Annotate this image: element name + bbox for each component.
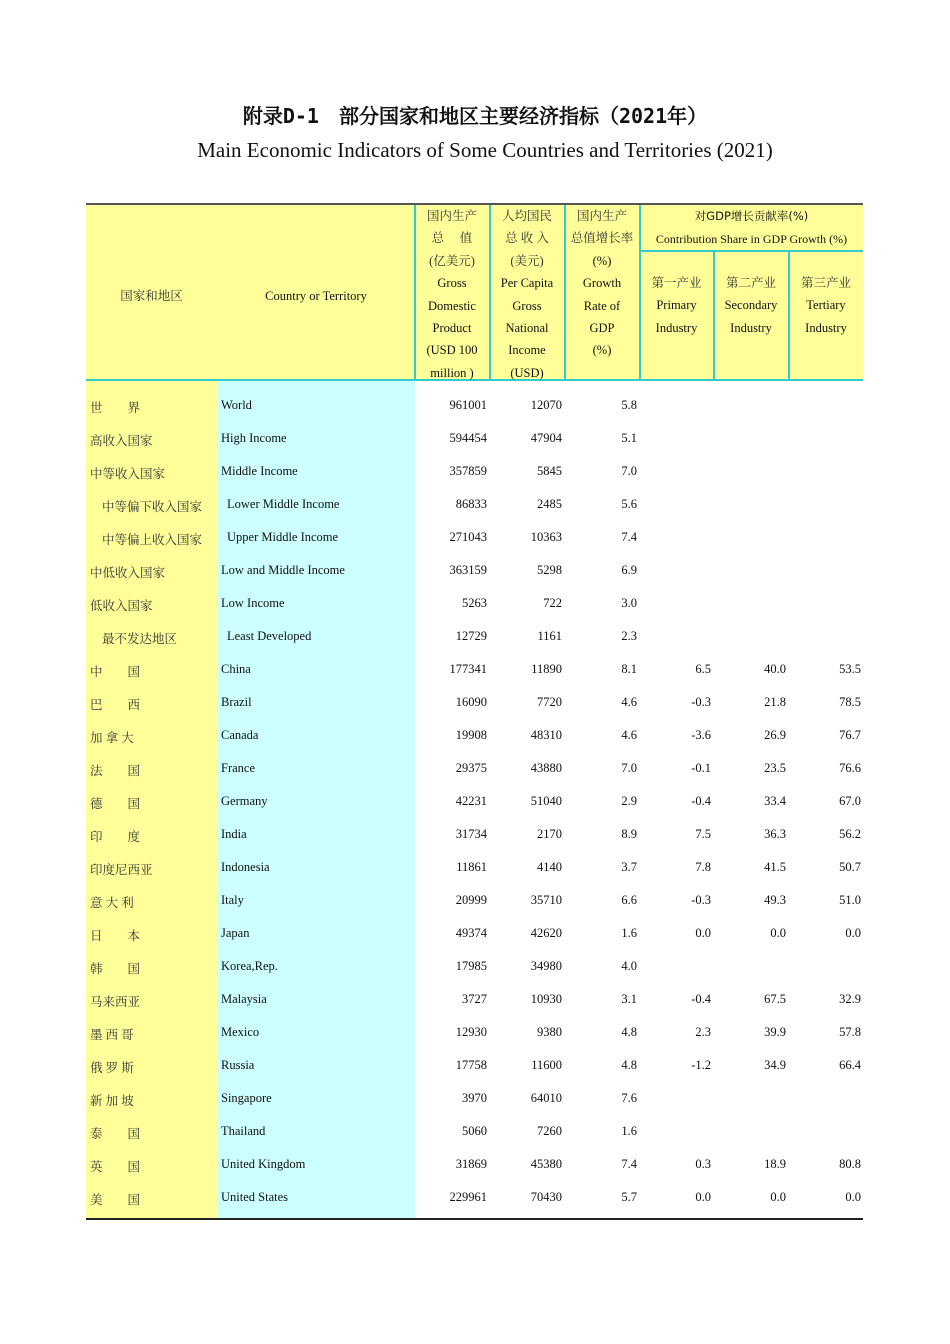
header-contrib-en: Contribution Share in GDP Growth (%) <box>655 232 848 246</box>
cell-gni: 42620 <box>530 926 562 940</box>
cell-growth: 1.6 <box>621 1124 637 1138</box>
row-cn-name: 中 国 <box>90 665 141 679</box>
header-contrib-cn: 对GDP增长贡献率(%) <box>694 209 809 223</box>
table-row <box>86 521 863 554</box>
cell-gni: 51040 <box>530 794 562 808</box>
row-en-name: China <box>221 662 251 676</box>
cell-p2: 34.9 <box>764 1058 786 1072</box>
cell-p2: 36.3 <box>764 827 786 841</box>
cell-growth: 4.6 <box>621 695 637 709</box>
row-en-name: Low Income <box>221 596 285 610</box>
header-growth-line: Growth <box>582 276 622 291</box>
cell-p1: -1.2 <box>691 1058 711 1072</box>
cell-p2: 23.5 <box>764 761 786 775</box>
cell-gni: 34980 <box>530 959 562 973</box>
table-row <box>86 785 863 818</box>
cell-p3: 32.9 <box>839 992 861 1006</box>
cell-gdp: 3970 <box>462 1091 487 1105</box>
table-row <box>86 1181 863 1214</box>
cell-gni: 4140 <box>537 860 562 874</box>
header-tertiary-line: Industry <box>805 320 847 335</box>
row-cn-name: 最不发达地区 <box>102 632 178 646</box>
header-gni-line: (美元) <box>510 253 544 268</box>
page-subtitle: Main Economic Indicators of Some Countries and Territories (2021) <box>197 138 773 162</box>
row-en-name: Thailand <box>221 1124 266 1138</box>
cell-p1: -0.4 <box>691 794 711 808</box>
cell-gdp: 16090 <box>455 695 487 709</box>
table-row <box>86 422 863 455</box>
cell-p3: 67.0 <box>839 794 861 808</box>
header-gdp-line: Gross <box>437 276 467 291</box>
cell-gni: 11600 <box>531 1058 562 1072</box>
cell-p1: 7.8 <box>695 860 711 874</box>
cell-growth: 6.9 <box>621 563 637 577</box>
cell-gni: 11890 <box>531 662 562 676</box>
cell-gdp: 17985 <box>455 959 487 973</box>
header-growth-line: (%) <box>592 253 612 268</box>
cell-gni: 12070 <box>530 398 562 412</box>
table-row <box>86 752 863 785</box>
cell-gdp: 20999 <box>455 893 487 907</box>
table-row <box>86 917 863 950</box>
table-row <box>86 1148 863 1181</box>
table-row <box>86 653 863 686</box>
cell-growth: 1.6 <box>621 926 637 940</box>
cell-gni: 43880 <box>530 761 562 775</box>
row-cn-name: 意 大 利 <box>90 896 134 910</box>
cell-gdp: 12729 <box>455 629 487 643</box>
cell-gni: 45380 <box>530 1157 562 1171</box>
cell-gdp: 363159 <box>449 563 487 577</box>
row-en-name: Indonesia <box>221 860 270 874</box>
row-en-name: India <box>221 827 247 841</box>
cell-growth: 6.6 <box>621 893 637 907</box>
cell-gdp: 17758 <box>455 1058 487 1072</box>
cell-gni: 47904 <box>530 431 562 445</box>
cell-growth: 2.3 <box>621 629 637 643</box>
row-cn-name: 美 国 <box>90 1193 141 1207</box>
cell-p3: 50.7 <box>839 860 861 874</box>
header-growth-line: (%) <box>592 343 612 358</box>
cell-gdp: 229961 <box>449 1190 487 1204</box>
row-en-name: Upper Middle Income <box>227 530 339 544</box>
cell-gdp: 177341 <box>449 662 487 676</box>
header-gni-line: National <box>505 321 549 335</box>
table-row <box>86 554 863 587</box>
table-row <box>86 1016 863 1049</box>
row-cn-name: 俄 罗 斯 <box>90 1061 134 1075</box>
cell-growth: 7.4 <box>621 530 637 544</box>
header-primary-line: Industry <box>655 320 698 335</box>
row-cn-name: 印度尼西亚 <box>90 863 153 877</box>
cell-gdp: 29375 <box>455 761 487 775</box>
header-gni-line: Gross <box>512 298 542 313</box>
table-row <box>86 1049 863 1082</box>
cell-growth: 4.6 <box>621 728 637 742</box>
cell-p3: 51.0 <box>839 893 861 907</box>
page-title: 附录D-1 部分国家和地区主要经济指标（2021年） <box>242 104 708 128</box>
cell-gni: 2485 <box>537 497 562 511</box>
cell-p1: 7.5 <box>695 827 711 841</box>
cell-gni: 70430 <box>530 1190 562 1204</box>
row-en-name: Singapore <box>221 1091 272 1105</box>
cell-gni: 35710 <box>530 893 562 907</box>
cell-p1: -3.6 <box>691 728 711 742</box>
row-en-name: Lower Middle Income <box>227 497 340 511</box>
cell-p1: -0.4 <box>691 992 711 1006</box>
row-en-name: Canada <box>221 728 259 742</box>
cell-gni: 64010 <box>530 1091 562 1105</box>
cell-p3: 76.6 <box>839 761 861 775</box>
cell-p1: 6.5 <box>695 662 711 676</box>
row-cn-name: 新 加 坡 <box>90 1094 134 1108</box>
cell-p3: 53.5 <box>839 662 861 676</box>
table-row <box>86 1082 863 1115</box>
cell-p2: 40.0 <box>764 662 786 676</box>
cell-p1: 0.0 <box>695 926 711 940</box>
cell-gdp: 42231 <box>455 794 487 808</box>
cell-gni: 7260 <box>537 1124 562 1138</box>
cell-p2: 49.3 <box>764 893 786 907</box>
header-gdp-line: (亿美元) <box>429 253 475 268</box>
cell-p3: 56.2 <box>839 827 861 841</box>
table-row <box>86 983 863 1016</box>
header-gdp-line: million ) <box>430 365 474 380</box>
cell-growth: 7.6 <box>621 1091 637 1105</box>
header-growth-line: 总值增长率 <box>570 231 634 246</box>
header-cn-region: 国家和地区 <box>120 289 183 303</box>
cell-p3: 80.8 <box>839 1157 861 1171</box>
cell-p2: 39.9 <box>764 1025 786 1039</box>
header-primary-line: 第一产业 <box>651 276 702 290</box>
cell-growth: 2.9 <box>621 794 637 808</box>
header-growth-line: 国内生产 <box>576 209 627 223</box>
cell-p2: 18.9 <box>764 1157 786 1171</box>
header-secondary-line: 第二产业 <box>725 276 776 290</box>
cell-p1: -0.1 <box>691 761 711 775</box>
row-cn-name: 泰 国 <box>90 1127 141 1141</box>
table-row <box>86 884 863 917</box>
row-en-name: United States <box>221 1190 289 1204</box>
row-cn-name: 马来西亚 <box>90 995 141 1009</box>
header-gdp-line: 国内生产 <box>426 209 477 223</box>
cell-gdp: 11861 <box>456 860 487 874</box>
row-en-name: Middle Income <box>221 464 298 478</box>
cell-gdp: 31869 <box>455 1157 487 1171</box>
cell-gdp: 357859 <box>449 464 487 478</box>
cell-p1: -0.3 <box>691 893 711 907</box>
table-row <box>86 587 863 620</box>
cell-gdp: 12930 <box>455 1025 487 1039</box>
row-cn-name: 墨 西 哥 <box>90 1028 134 1042</box>
row-en-name: Least Developed <box>227 629 312 643</box>
table-row <box>86 620 863 653</box>
cell-gni: 1161 <box>537 629 562 643</box>
row-cn-name: 低收入国家 <box>90 599 153 613</box>
row-cn-name: 法 国 <box>90 764 141 778</box>
cell-gni: 10930 <box>530 992 562 1006</box>
table-header <box>86 203 863 381</box>
cell-growth: 4.8 <box>621 1025 637 1039</box>
cell-p2: 41.5 <box>764 860 786 874</box>
cell-p2: 0.0 <box>770 926 786 940</box>
row-cn-name: 德 国 <box>90 797 141 811</box>
table-row <box>86 1115 863 1148</box>
cell-p2: 67.5 <box>764 992 786 1006</box>
cell-growth: 3.0 <box>621 596 637 610</box>
cell-gni: 10363 <box>530 530 562 544</box>
cell-p3: 0.0 <box>845 926 861 940</box>
header-gdp-line: Product <box>432 321 472 335</box>
cell-p2: 33.4 <box>764 794 786 808</box>
cell-growth: 7.0 <box>621 761 637 775</box>
row-en-name: United Kingdom <box>221 1157 306 1171</box>
cell-growth: 3.7 <box>621 860 637 874</box>
header-gni-line: 人均国民 <box>501 209 552 223</box>
row-cn-name: 加 拿 大 <box>90 731 134 745</box>
cell-p3: 78.5 <box>839 695 861 709</box>
header-gdp-line: (USD 100 <box>426 343 478 358</box>
row-cn-name: 高收入国家 <box>90 434 153 448</box>
cell-gni: 722 <box>543 596 562 610</box>
table-row <box>86 818 863 851</box>
cell-p1: -0.3 <box>691 695 711 709</box>
header-gni-line: Income <box>508 343 546 358</box>
row-cn-name: 韩 国 <box>90 962 141 976</box>
cell-growth: 5.1 <box>621 431 637 445</box>
cell-p1: 0.3 <box>695 1157 711 1171</box>
row-cn-name: 印 度 <box>90 830 141 844</box>
cell-growth: 7.4 <box>621 1157 637 1171</box>
table-bottom-rule <box>86 1218 863 1220</box>
cell-gni: 5298 <box>537 563 562 577</box>
cell-growth: 5.7 <box>621 1190 637 1204</box>
header-secondary-line: Secondary <box>724 298 778 313</box>
cell-gni: 48310 <box>530 728 562 742</box>
cell-gni: 5845 <box>537 464 562 478</box>
row-en-name: Germany <box>221 794 268 808</box>
cell-gni: 7720 <box>537 695 562 709</box>
cell-growth: 4.8 <box>621 1058 637 1072</box>
row-en-name: Korea,Rep. <box>221 959 278 973</box>
header-tertiary-line: Tertiary <box>806 298 846 313</box>
table-row <box>86 488 863 521</box>
header-gdp-line: Domestic <box>428 298 476 313</box>
cell-gdp: 271043 <box>449 530 487 544</box>
header-secondary-line: Industry <box>730 320 772 335</box>
table-row <box>86 389 863 422</box>
cell-gdp: 594454 <box>449 431 487 445</box>
cell-growth: 5.8 <box>621 398 637 412</box>
cell-p1: 2.3 <box>695 1025 711 1039</box>
row-cn-name: 中低收入国家 <box>90 566 166 580</box>
row-en-name: Low and Middle Income <box>221 563 345 577</box>
cell-gni: 2170 <box>537 827 562 841</box>
row-cn-name: 中等偏上收入国家 <box>102 533 203 547</box>
row-en-name: Malaysia <box>221 992 267 1006</box>
cell-gdp: 31734 <box>455 827 487 841</box>
header-gni-line: 总 收 入 <box>505 231 549 246</box>
row-en-name: France <box>221 761 256 775</box>
cell-gdp: 49374 <box>455 926 487 940</box>
cell-growth: 4.0 <box>621 959 637 973</box>
row-en-name: Brazil <box>221 695 252 709</box>
cell-p1: 0.0 <box>695 1190 711 1204</box>
cell-gdp: 86833 <box>455 497 487 511</box>
header-gdp-line: 总 值 <box>431 231 473 246</box>
row-cn-name: 英 国 <box>90 1160 141 1174</box>
row-cn-name: 中等偏下收入国家 <box>102 500 203 514</box>
row-cn-name: 世 界 <box>90 401 141 415</box>
row-cn-name: 中等收入国家 <box>90 467 166 481</box>
table-row <box>86 455 863 488</box>
cell-p3: 0.0 <box>845 1190 861 1204</box>
row-en-name: Mexico <box>221 1025 260 1039</box>
header-growth-line: Rate of <box>583 298 621 313</box>
cell-p2: 0.0 <box>770 1190 786 1204</box>
cell-gdp: 961001 <box>449 398 487 412</box>
row-en-name: Japan <box>221 926 250 940</box>
cell-gni: 9380 <box>537 1025 562 1039</box>
header-en-region: Country or Territory <box>265 289 367 303</box>
row-en-name: Italy <box>221 893 244 907</box>
cell-p2: 21.8 <box>764 695 786 709</box>
table-row <box>86 719 863 752</box>
cell-p3: 57.8 <box>839 1025 861 1039</box>
cell-growth: 5.6 <box>621 497 637 511</box>
header-growth-line: GDP <box>589 321 615 335</box>
table-row <box>86 950 863 983</box>
table-row <box>86 686 863 719</box>
cell-gdp: 5060 <box>462 1124 487 1138</box>
cell-p3: 76.7 <box>839 728 861 742</box>
row-cn-name: 巴 西 <box>90 698 141 712</box>
header-gni-line: Per Capita <box>500 276 554 291</box>
cell-gdp: 5263 <box>462 596 487 610</box>
cell-p3: 66.4 <box>839 1058 861 1072</box>
cell-gdp: 3727 <box>462 992 487 1006</box>
cell-growth: 7.0 <box>621 464 637 478</box>
cell-growth: 8.9 <box>621 827 637 841</box>
cell-p2: 26.9 <box>764 728 786 742</box>
cell-growth: 8.1 <box>621 662 637 676</box>
row-en-name: High Income <box>221 431 287 445</box>
header-primary-line: Primary <box>656 298 697 313</box>
cell-growth: 3.1 <box>621 992 637 1006</box>
table-row <box>86 851 863 884</box>
cell-gdp: 19908 <box>455 728 487 742</box>
header-gni-line: (USD) <box>510 365 544 380</box>
row-en-name: World <box>221 398 252 412</box>
row-en-name: Russia <box>221 1058 255 1072</box>
header-tertiary-line: 第三产业 <box>800 276 851 290</box>
row-cn-name: 日 本 <box>90 929 141 943</box>
